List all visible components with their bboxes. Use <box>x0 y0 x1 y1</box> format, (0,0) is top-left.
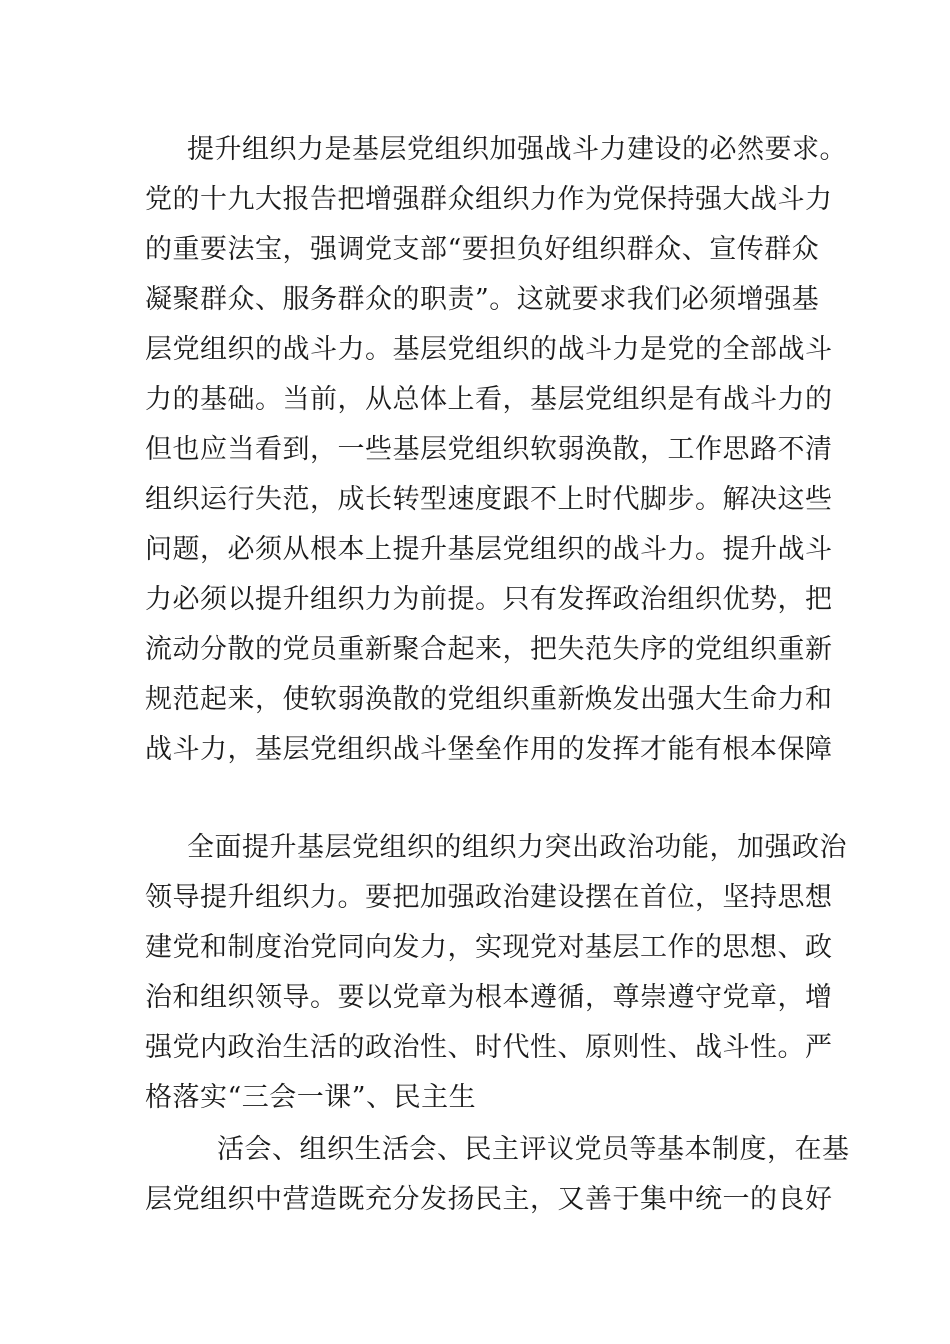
paragraph-1-line-13: 战斗力，基层党组织战斗堡垒作用的发挥才能有根本保障 <box>145 734 833 765</box>
paragraph-2-line-6: 格落实“三会一课”、民主生 <box>145 1082 477 1113</box>
paragraph-3-line-2: 层党组织中营造既充分发扬民主，又善于集中统一的良好 <box>145 1184 833 1215</box>
paragraph-1-line-8: 组织运行失范，成长转型速度跟不上时代脚步。解决这些 <box>145 484 833 515</box>
paragraph-2-line-3: 建党和制度治党同向发力，实现党对基层工作的思想、政 <box>145 932 833 963</box>
paragraph-1-line-6: 力的基础。当前，从总体上看，基层党组织是有战斗力的 <box>145 384 833 415</box>
paragraph-1-line-4: 凝聚群众、服务群众的职责”。这就要求我们必须增强基 <box>145 284 820 315</box>
paragraph-1-line-10: 力必须以提升组织力为前提。只有发挥政治组织优势，把 <box>145 584 833 615</box>
paragraph-2-line-2: 领导提升组织力。要把加强政治建设摆在首位，坚持思想 <box>145 882 833 913</box>
paragraph-2-line-1: 全面提升基层党组织的组织力突出政治功能，加强政治 <box>187 832 847 863</box>
paragraph-1-line-5: 层党组织的战斗力。基层党组织的战斗力是党的全部战斗 <box>145 334 833 365</box>
paragraph-1-line-11: 流动分散的党员重新聚合起来，把失范失序的党组织重新 <box>145 634 833 665</box>
paragraph-1-line-7: 但也应当看到，一些基层党组织软弱涣散，工作思路不清 <box>145 434 833 465</box>
paragraph-1-line-2: 党的十九大报告把增强群众组织力作为党保持强大战斗力 <box>145 184 833 215</box>
paragraph-2-line-5: 强党内政治生活的政治性、时代性、原则性、战斗性。严 <box>145 1032 833 1063</box>
paragraph-1-line-12: 规范起来，使软弱涣散的党组织重新焕发出强大生命力和 <box>145 684 833 715</box>
paragraph-3-line-1: 活会、组织生活会、民主评议党员等基本制度，在基 <box>217 1134 850 1165</box>
paragraph-1-line-3: 的重要法宝，强调党支部“要担负好组织群众、宣传群众 <box>145 234 820 265</box>
paragraph-1-line-9: 问题，必须从根本上提升基层党组织的战斗力。提升战斗 <box>145 534 833 565</box>
paragraph-2-line-4: 治和组织领导。要以党章为根本遵循，尊崇遵守党章，增 <box>145 982 833 1013</box>
paragraph-1-line-1: 提升组织力是基层党组织加强战斗力建设的必然要求。 <box>187 134 847 165</box>
